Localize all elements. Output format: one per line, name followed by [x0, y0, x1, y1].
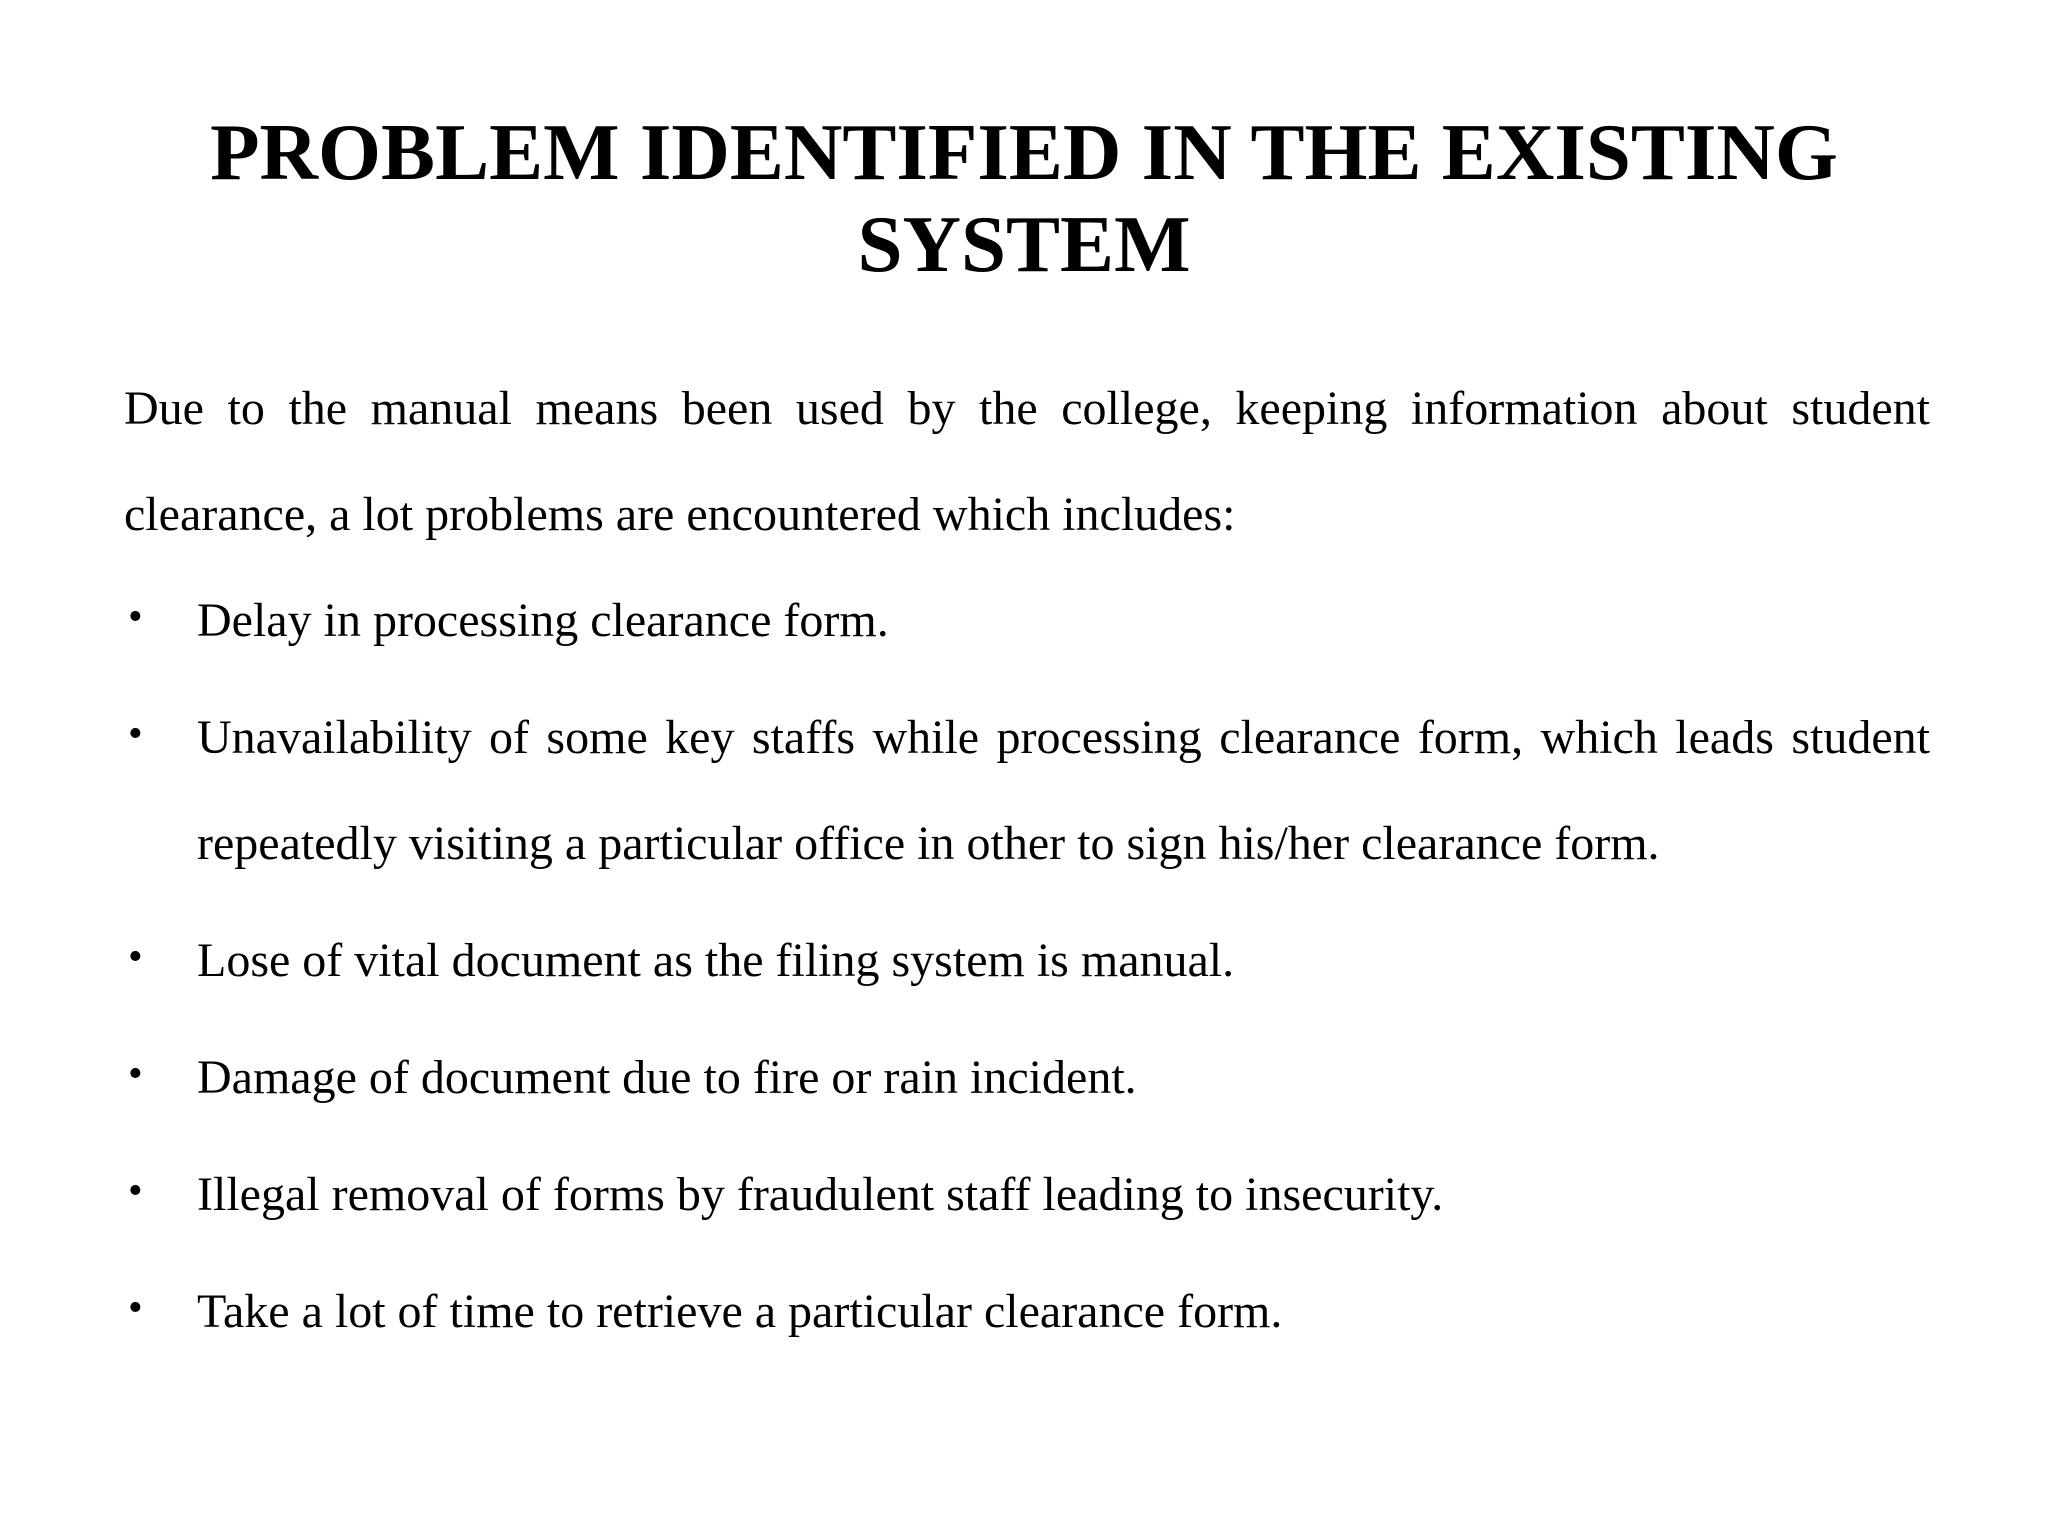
list-item-text: Damage of document due to fire or rain incident. [197, 1051, 1137, 1104]
list-item [124, 568, 1930, 674]
list-item [124, 1025, 1930, 1131]
list-item-text: Unavailability of some key staffs while processing clearance form, which leads student repeatedly visiting a particular office in other to sign his/her clearance form. [197, 711, 1930, 870]
list-item-text: Lose of vital document as the filing system is manual. [197, 934, 1235, 987]
intro-paragraph: Due to the manual means been used by the college, keeping information about student clearance, a lot problems are encountered which includes: [124, 382, 1930, 541]
list-item-text: Take a lot of time to retrieve a particular clearance form. [197, 1285, 1283, 1338]
bullet-icon: • [128, 1285, 143, 1331]
list-item-text: Illegal removal of forms by fraudulent staff leading to insecurity. [197, 1168, 1444, 1221]
list-item [124, 685, 1930, 897]
bullet-icon: • [128, 1051, 143, 1097]
bullet-icon: • [128, 594, 143, 640]
list-item [124, 908, 1930, 1014]
list-item [124, 1259, 1930, 1365]
problem-list [124, 568, 1930, 1365]
slide-body [124, 356, 1930, 1365]
slide-title: PROBLEM IDENTIFIED IN THE EXISTING SYSTEM [210, 107, 1838, 289]
list-item-text: Delay in processing clearance form. [197, 594, 889, 647]
bullet-icon: • [128, 711, 143, 757]
list-item [124, 1142, 1930, 1248]
bullet-icon: • [128, 934, 143, 980]
bullet-icon: • [128, 1168, 143, 1214]
